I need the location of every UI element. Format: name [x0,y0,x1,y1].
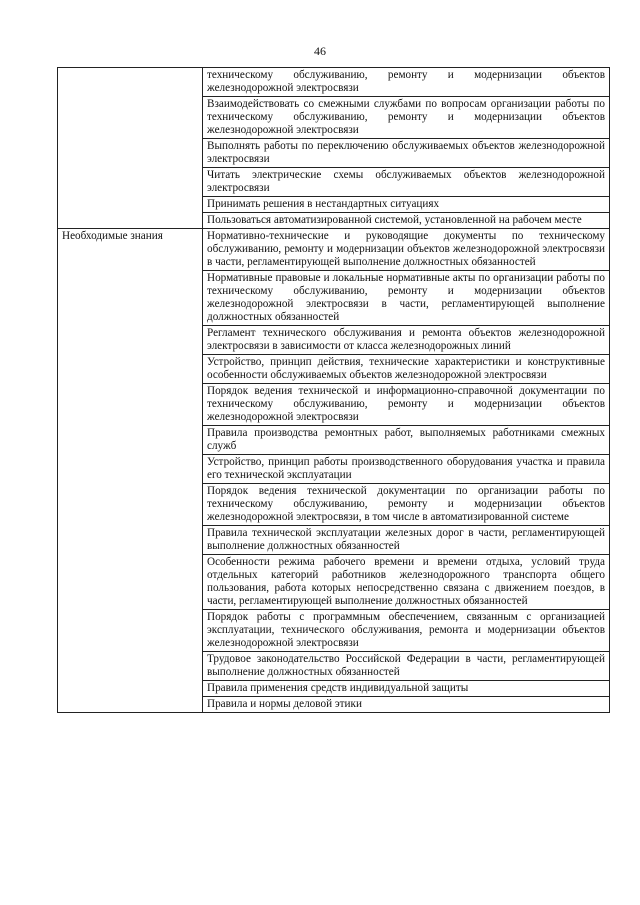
knowledge-row-text: Правила применения средств индивидуальной защиты [203,681,610,697]
skill-row-text: Выполнять работы по переключению обслуживаемых объектов железнодорожной электросвязи [203,139,610,168]
knowledge-row-text: Регламент технического обслуживания и ремонта объектов железнодорожной электросвязи в зависимости от класса железнодорожных линий [203,326,610,355]
page-number: 46 [314,44,326,58]
knowledge-row-text: Порядок ведения технической документации по организации работы по техническому обслуживанию, ремонту и модернизации объектов железнодорожной электросвязи, в том числе в автоматизированной системе [203,484,610,526]
knowledge-row-text: Устройство, принцип работы производственного оборудования участка и правила его технической эксплуатации [203,455,610,484]
knowledge-row-text: Нормативные правовые и локальные нормативные акты по организации работы по техническому обслуживанию, ремонту и модернизации объектов железнодорожной электросвязи в части, регламентирующей выполнение должностных обязанностей [203,271,610,326]
skill-row-text: техническому обслуживанию, ремонту и модернизации объектов железнодорожной электросвязи [203,68,610,97]
knowledge-row-text: Нормативно-технические и руководящие документы по техническому обслуживанию, ремонту и модернизации объектов железнодорожной электросвязи в части, регламентирующей выполнение должностных обязанностей [203,229,610,271]
skill-row-text: Принимать решения в нестандартных ситуациях [203,197,610,213]
knowledge-row-text: Особенности режима рабочего времени и времени отдыха, условий труда отдельных категорий работников железнодорожного транспорта общего пользования, работа которых непосредственно связана с движением поездов, в части, регламентирующей выполнение должностных обязанностей [203,555,610,610]
knowledge-row [58,229,610,271]
skills-group-label [58,68,203,229]
skill-row-text: Пользоваться автоматизированной системой, установленной на рабочем месте [203,213,610,229]
knowledge-row-text: Трудовое законодательство Российской Федерации в части, регламентирующей выполнение должностных обязанностей [203,652,610,681]
knowledge-row-text: Порядок ведения технической и информационно-справочной документации по техническому обслуживанию, ремонту и модернизации объектов железнодорожной электросвязи [203,384,610,426]
knowledge-group-label: Необходимые знания [58,229,203,713]
knowledge-row-text: Правила производства ремонтных работ, выполняемых работниками смежных служб [203,426,610,455]
knowledge-row-text: Устройство, принцип действия, технические характеристики и конструктивные особенности обслуживаемых объектов железнодорожной электросвязи [203,355,610,384]
knowledge-row-text: Правила и нормы деловой этики [203,697,610,713]
skill-row-text: Читать электрические схемы обслуживаемых объектов железнодорожной электросвязи [203,168,610,197]
knowledge-row-text: Порядок работы с программным обеспечением, связанным с организацией эксплуатации, технического обслуживания, ремонта и модернизации объектов железнодорожной электросвязи [203,610,610,652]
skill-row-text: Взаимодействовать со смежными службами по вопросам организации работы по техническому обслуживанию, ремонту и модернизации объектов железнодорожной электросвязи [203,97,610,139]
skill-row [58,68,610,97]
competency-table [57,67,610,713]
knowledge-row-text: Правила технической эксплуатации железных дорог в части, регламентирующей выполнение должностных обязанностей [203,526,610,555]
